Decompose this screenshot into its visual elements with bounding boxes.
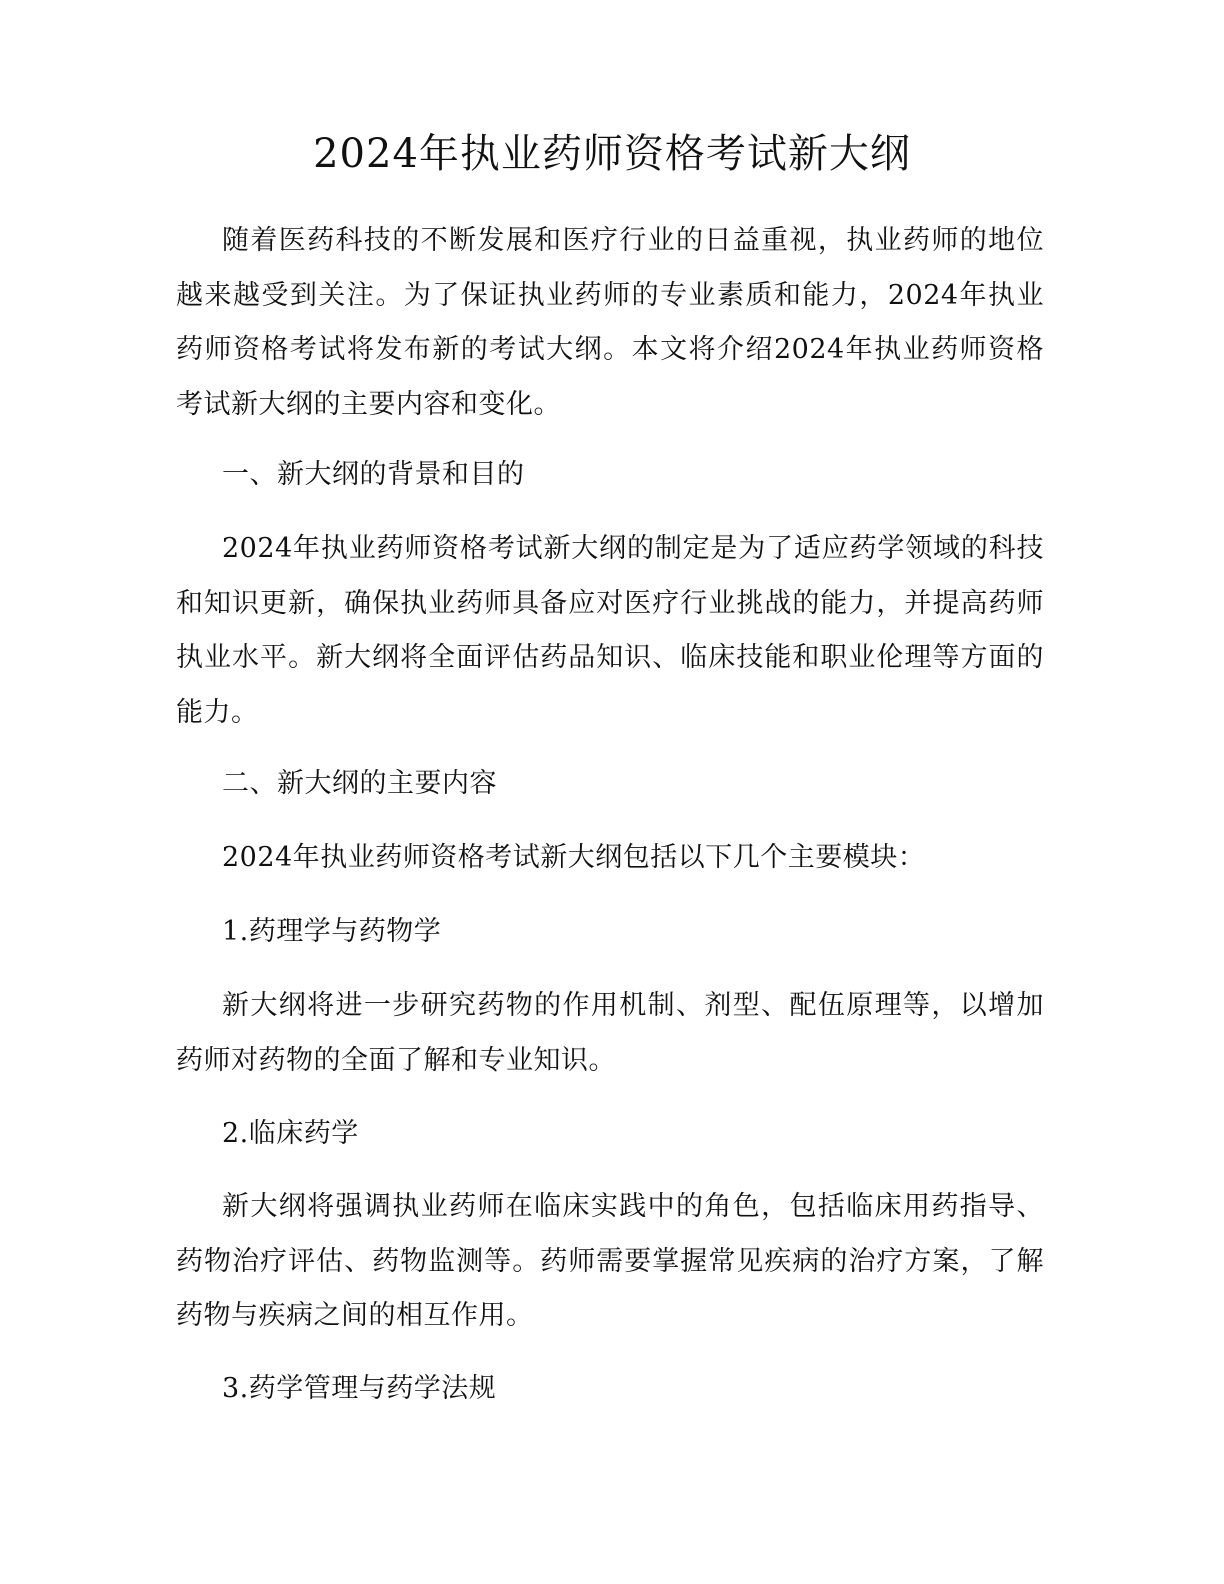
document-title: 2024年执业药师资格考试新大纲 <box>313 131 911 177</box>
intro-paragraph: 随着医药科技的不断发展和医疗行业的日益重视，执业药师的地位越来越受到关注。为了保证执业药师的专业素质和能力，2024年执业药师资格考试将发布新的考试大纲。本文将介绍2024年执业药师资格考试新大纲的主要内容和变化。 <box>176 225 1044 420</box>
module-paragraph-clinical: 新大纲将强调执业药师在临床实践中的角色，包括临床用药指导、药物治疗评估、药物监测等。药师需要掌握常见疾病的治疗方案，了解药物与疾病之间的相互作用。 <box>176 1191 1044 1331</box>
section-heading-content: 二、新大纲的主要内容 <box>222 768 497 799</box>
module-paragraph-pharmacology: 新大纲将进一步研究药物的作用机制、剂型、配伍原理等，以增加药师对药物的全面了解和专业知识。 <box>176 990 1044 1076</box>
content-intro-paragraph: 2024年执业药师资格考试新大纲包括以下几个主要模块： <box>222 842 926 873</box>
background-paragraph: 2024年执业药师资格考试新大纲的制定是为了适应药学领域的科技和知识更新，确保执业药师具备应对医疗行业挑战的能力，并提高药师执业水平。新大纲将全面评估药品知识、临床技能和职业伦理等方面的能力。 <box>176 533 1044 728</box>
module-heading-clinical: 2.临床药学 <box>222 1118 359 1149</box>
section-heading-background: 一、新大纲的背景和目的 <box>222 459 525 490</box>
module-heading-pharmacology: 1.药理学与药物学 <box>222 916 442 947</box>
module-heading-management: 3.药学管理与药学法规 <box>222 1373 497 1404</box>
